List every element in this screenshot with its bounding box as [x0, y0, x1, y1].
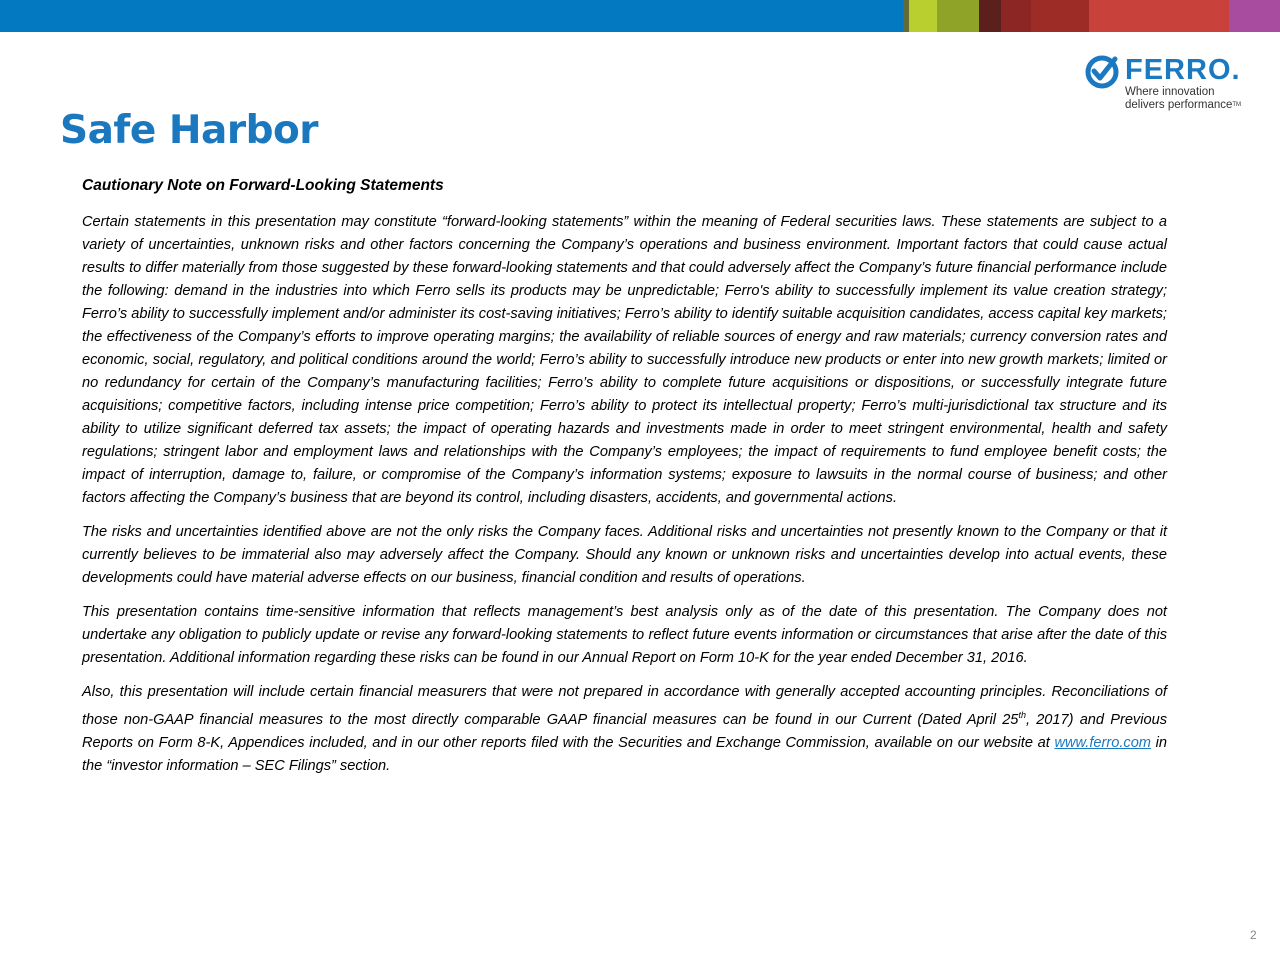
section-subtitle: Cautionary Note on Forward-Looking Statements [82, 177, 444, 194]
trademark-mark: TM [1232, 102, 1242, 108]
logo-tagline-line1: Where innovation [1125, 86, 1215, 98]
paragraph-risks: The risks and uncertainties identified above are not the only risks the Company faces. Additional risks and uncertainties not presently known to the Company or that it currently believes to be immaterial also may adversely affect the Company. Should any known or unknown risks and uncertainties develop into actual events, these developments could have material adverse effects on our business, financial condition and results of operations. [82, 524, 1167, 586]
paragraph-non-gaap-text-1: Also, this presentation will include certain financial measurers that were not prepared in accordance with generally accepted accounting principles. Reconciliations of those non-GAAP financial measures to the most directly comparable GAAP financial measures can be found in our Current (Dated April 25 [82, 684, 1167, 728]
color-bar-segment [979, 0, 1001, 32]
date-ordinal-superscript: th [1018, 710, 1026, 720]
paragraph-forward-looking: Certain statements in this presentation may constitute “forward-looking statements” within the meaning of Federal securities laws. These statements are subject to a variety of uncertainties, unknown risks and other factors concerning the Company’s operations and business environment. Important factors that could cause actual results to differ materially from those suggested by these forward-looking statements and that could adversely affect the Company’s future financial performance include the following: demand in the industries into which Ferro sells its products may be unpredictable; Ferro's ability to successfully implement its value creation strategy; Ferro’s ability to successfully implement and/or administer its cost-saving initiatives; Ferro’s ability to identify suitable acquisition candidates, access capital key markets; the effectiveness of the Company’s efforts to improve operating margins; the availability of reliable sources of energy and raw materials; currency conversion rates and economic, social, regulatory, and political conditions around the world; Ferro’s ability to successfully introduce new products or enter into new growth markets; limited or no redundancy for certain of the Company’s manufacturing facilities; Ferro’s ability to complete future acquisitions or dispositions, or successfully integrate future acquisitions; competitive factors, including intense price competition; Ferro’s ability to protect its intellectual property; Ferro’s multi-jurisdictional tax structure and its ability to utilize significant deferred tax assets; the impact of operating hazards and investments made in order to meet stringent environmental, health and safety regulations; stringent labor and employment laws and relationships with the Company’s employees; the impact of requirements to fund employee benefit costs; the impact of interruption, damage to, failure, or compromise of the Company’s information systems; exposure to lawsuits in the normal course of business; and other factors affecting the Company’s business that are beyond its control, including disasters, accidents, and governmental actions. [82, 214, 1167, 506]
color-bar-segment [937, 0, 979, 32]
paragraph-non-gaap-text-2: , 2017) and Previous Reports on Form 8-K, Appendices included, and in our other reports filed with the Securities and Exchange Commission, available on our website at [82, 711, 1168, 751]
ferro-checkmark-circle-icon [1085, 55, 1119, 89]
ferro-logo [1085, 54, 1245, 114]
color-bar-segment [1031, 0, 1089, 32]
color-bar-segment [1229, 0, 1280, 32]
top-color-bar [0, 0, 1280, 32]
slide-body [82, 174, 1167, 789]
logo-tagline [1125, 86, 1241, 112]
page-title: Safe Harbor [60, 108, 319, 153]
paragraph-non-gaap-text-3: in the “investor information – SEC Filings” section. [82, 734, 1167, 774]
ferro-website-link[interactable]: www.ferro.com [1054, 734, 1151, 751]
paragraph-non-gaap [82, 681, 1167, 778]
logo-wordmark: FERRO. [1125, 54, 1241, 86]
logo-tagline-line2 [1125, 99, 1241, 112]
logo-tagline-text: delivers performance [1125, 99, 1233, 111]
color-bar-segment [909, 0, 937, 32]
page-number: 2 [1250, 928, 1257, 942]
paragraph-time-sensitive: This presentation contains time-sensitive information that reflects management’s best analysis only as of the date of this presentation. The Company does not undertake any obligation to publicly update or revise any forward-looking statements to reflect future events information or circumstances that arise after the date of this presentation. Additional information regarding these risks can be found in our Annual Report on Form 10-K for the year ended December 31, 2016. [82, 604, 1167, 666]
color-bar-segment [0, 0, 900, 32]
color-bar-segment [1001, 0, 1031, 32]
color-bar-segment [1089, 0, 1229, 32]
